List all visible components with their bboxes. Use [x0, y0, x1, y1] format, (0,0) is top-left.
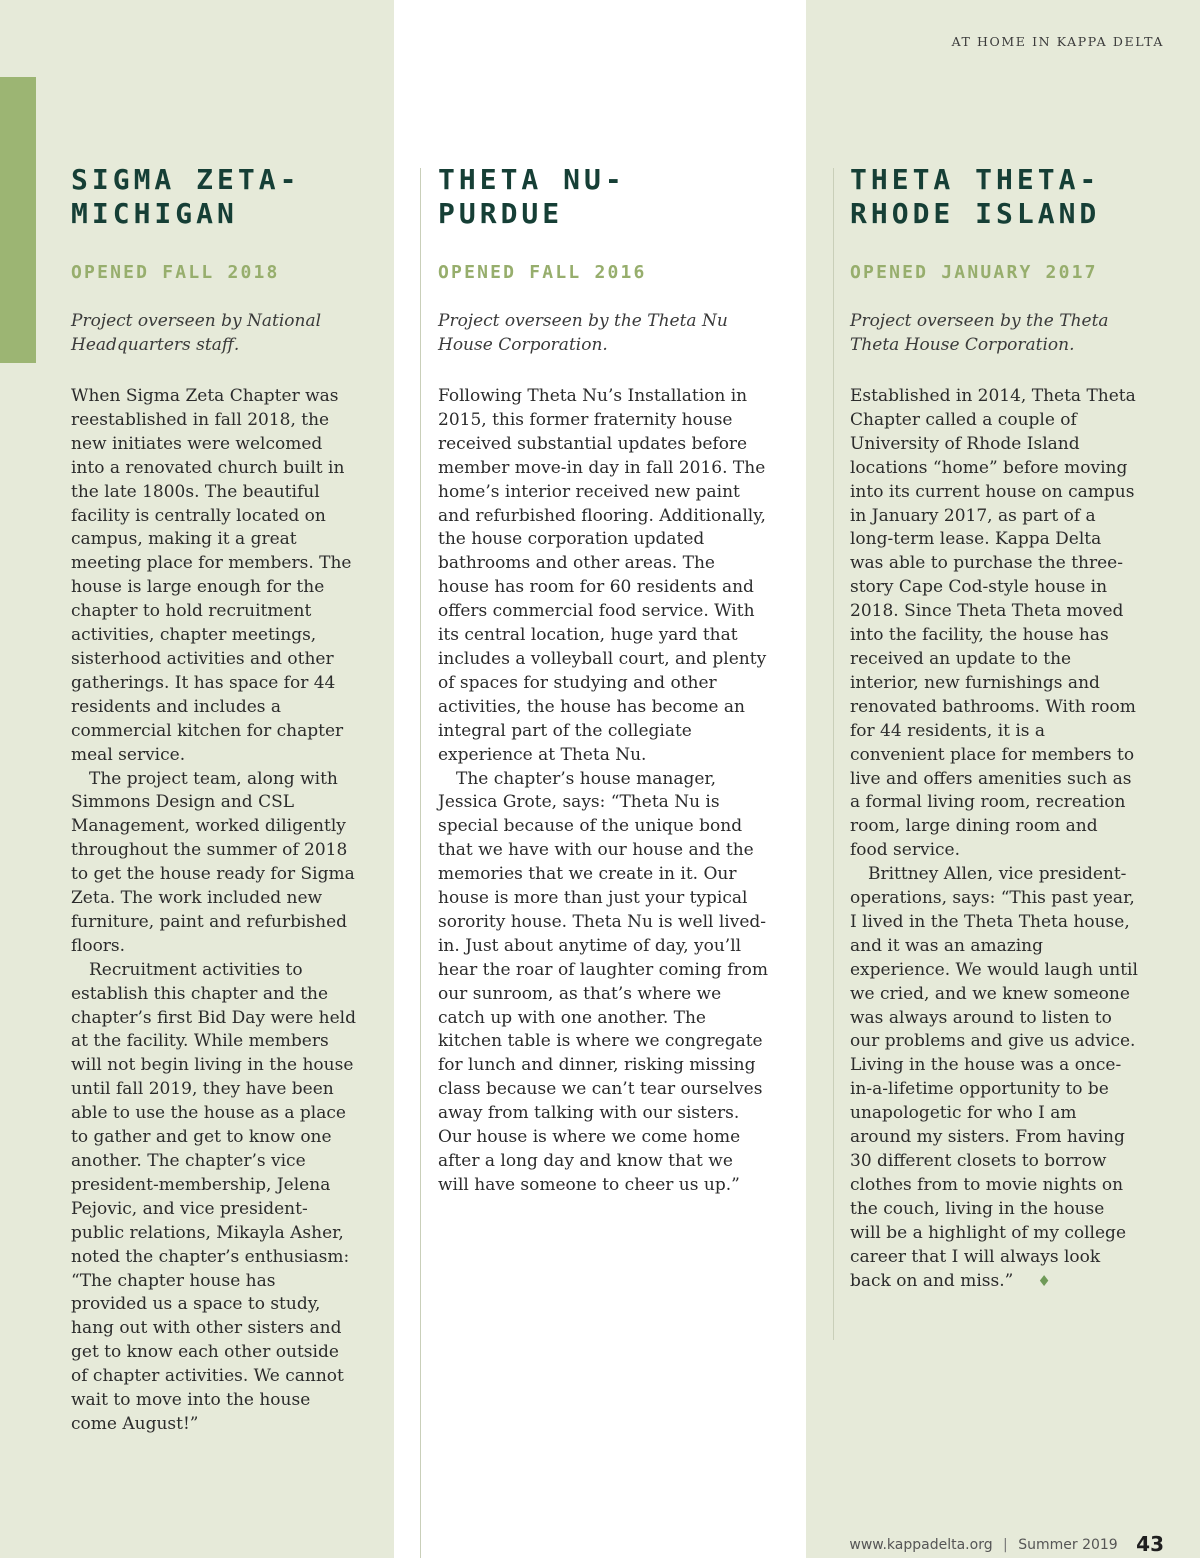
- column-body: [850, 385, 1140, 1293]
- column-divider: [833, 168, 834, 1340]
- column-sigma-zeta: [71, 163, 356, 1437]
- column-body: [71, 385, 356, 1437]
- column-theta-nu: [438, 163, 768, 1198]
- column-theta-theta: [850, 163, 1140, 1293]
- project-credit: Project overseen by the Theta Theta House Corporation.: [850, 311, 1109, 355]
- paragraph-text: Brittney Allen, vice president-operations, says: “This past year, I lived in the Theta Theta house, and it was an amazing experience. We would laugh until we cried, and we knew someone was always around to listen to our problems and give us advice. Living in the house was a once-in-a-lifetime opportunity to be unapologetic for who I am around my sisters. From having 30 different closets to borrow clothes from to movie nights on the couch, living in the house will be a highlight of my college career that I will always look back on and miss.”: [850, 864, 1138, 1291]
- column-divider: [420, 168, 421, 1558]
- opened-date: OPENED FALL 2016: [438, 262, 647, 283]
- issue-label: Summer 2019: [1018, 1537, 1118, 1553]
- body-paragraph: When Sigma Zeta Chapter was reestablished in fall 2018, the new initiates were welcomed into a renovated church built in the late 1800s. The beautiful facility is centrally located on campus, making it a great meeting place for members. The house is large enough for the chapter to hold recruitment activities, chapter meetings, sisterhood activities and other gatherings. It has space for 44 residents and includes a commercial kitchen for chapter meal service.: [71, 386, 352, 765]
- column-body: [438, 385, 768, 1198]
- body-paragraph: The chapter’s house manager, Jessica Grote, says: “Theta Nu is special because of the unique bond that we have with our house and the memories that we create in it. Our house is more than just your typical sorority house. Theta Nu is well lived-in. Just about anytime of day, you’ll hear the roar of laughter coming from our sunroom, as that’s where we catch up with one another. The kitchen table is where we congregate for lunch and dinner, risking missing class because we can’t tear ourselves away from talking with our sisters. Our house is where we come home after a long day and know that we will have someone to cheer us up.”: [438, 768, 768, 1195]
- body-paragraph: Recruitment activities to establish this chapter and the chapter’s first Bid Day were held at the facility. While members will not begin living in the house until fall 2019, they have been able to use the house as a place to gather and get to know one another. The chapter’s vice president-membership, Jelena Pejovic, and vice president-public relations, Mikayla Asher, noted the chapter’s enthusiasm: “The chapter house has provided us a space to study, hang out with other sisters and get to know each other outside of chapter activities. We cannot wait to move into the house come August!”: [71, 959, 356, 1434]
- body-paragraph: The project team, along with Simmons Design and CSL Management, worked diligently throughout the summer of 2018 to get the house ready for Sigma Zeta. The work included new furniture, paint and refurbished floors.: [71, 768, 355, 956]
- opened-date: OPENED JANUARY 2017: [850, 262, 1098, 283]
- footer-separator: |: [1003, 1537, 1008, 1553]
- project-credit: Project overseen by the Theta Nu House Corporation.: [438, 311, 728, 355]
- column-title: SIGMA ZETA- MICHIGAN: [71, 163, 301, 230]
- project-credit: Project overseen by National Headquarters staff.: [71, 311, 322, 355]
- page-number: 43: [1136, 1532, 1164, 1556]
- diamond-end-icon: ♦: [1037, 1271, 1051, 1290]
- running-head: AT HOME IN KAPPA DELTA: [951, 34, 1164, 49]
- body-paragraph: Following Theta Nu’s Installation in 2015, this former fraternity house received substantial updates before member move-in day in fall 2016. The home’s interior received new paint and refurbished flooring. Additionally, the house corporation updated bathrooms and other areas. The house has room for 60 residents and offers commercial food service. With its central location, huge yard that includes a volleyball court, and plenty of spaces for studying and other activities, the house has become an integral part of the collegiate experience at Theta Nu.: [438, 386, 767, 765]
- accent-bar: [0, 77, 36, 363]
- opened-date: OPENED FALL 2018: [71, 262, 280, 283]
- page-footer: [849, 1532, 1164, 1556]
- body-paragraph: Established in 2014, Theta Theta Chapter called a couple of University of Rhode Island locations “home” before moving into its current house on campus in January 2017, as part of a long-term lease. Kappa Delta was able to purchase the three-story Cape Cod-style house in 2018. Since Theta Theta moved into the facility, the house has received an update to the interior, new furnishings and renovated bathrooms. With room for 44 residents, it is a convenient place for members to live and offers amenities such as a formal living room, recreation room, large dining room and food service.: [850, 386, 1136, 861]
- column-title: THETA THETA- RHODE ISLAND: [850, 163, 1101, 230]
- website-url: www.kappadelta.org: [849, 1537, 993, 1553]
- body-paragraph-last: [850, 863, 1140, 1293]
- column-title: THETA NU- PURDUE: [438, 163, 626, 230]
